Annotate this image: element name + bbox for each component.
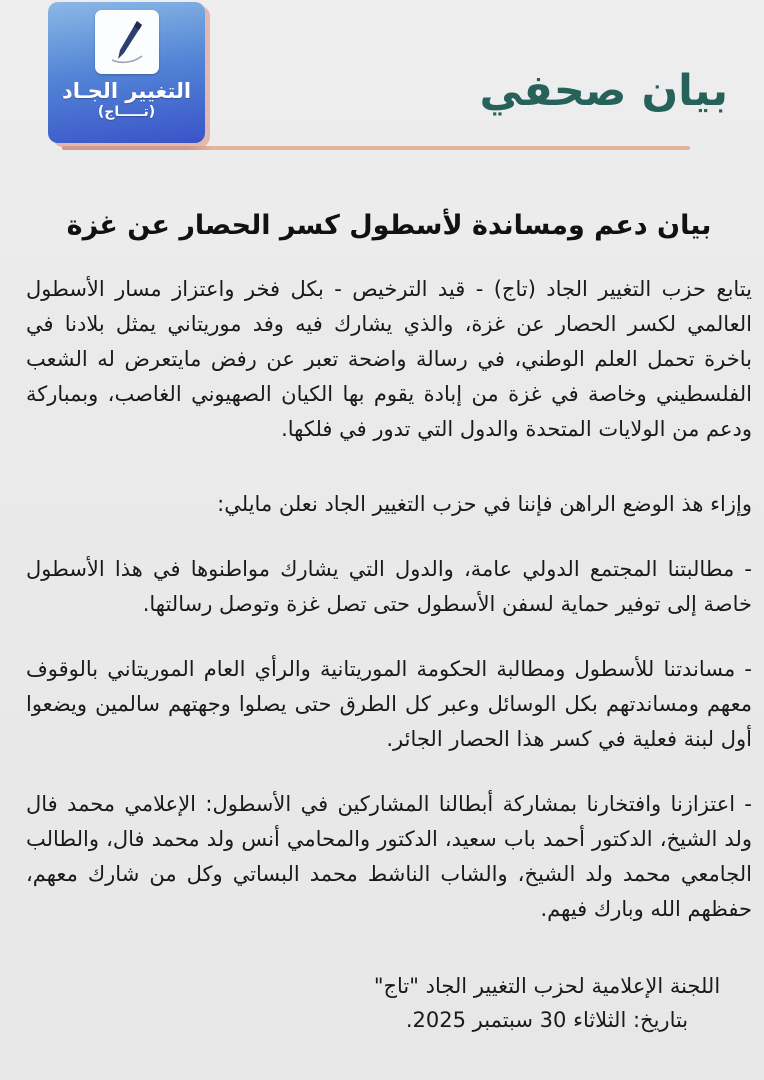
pen-logo-box [95, 10, 159, 74]
signature-committee: اللجنة الإعلامية لحزب التغيير الجاد "تاج" [373, 974, 721, 999]
pen-icon [103, 18, 151, 66]
signature-date: بتاريخ: الثلاثاء 30 سبتمبر 2025. [405, 1008, 689, 1033]
document-title: بيان دعم ومساندة لأسطول كسر الحصار عن غزة [66, 210, 712, 241]
party-acronym: (تـــــاج) [97, 104, 156, 121]
party-name: التغيير الجـاد [61, 79, 192, 103]
press-release-label: بيان صحفي [479, 66, 728, 116]
bullet-item-participants: - اعتزازنا وافتخارنا بمشاركة أبطالنا المشاركين في الأسطول: الإعلامي محمد فال ولد الشيخ، الدكتور أحمد باب سعيد، الدكتور والمحامي أنس ولد محمد فال، والطالب الجامعي محمد ولد الشيخ، والشاب الناشط محمد البساتي وكل من شارك معهم، حفظهم الله وبارك فيهم. [26, 792, 752, 922]
party-logo [48, 2, 205, 143]
document-body [0, 150, 764, 1037]
intro-paragraph: يتابع حزب التغيير الجاد (تاج) - قيد الترخيص - بكل فخر واعتزاز مسار الأسطول العالمي لكسر الحصار عن غزة، والذي يشارك فيه وفد موريتاني يمثل بلادنا في باخرة تحمل العلم الوطني، في رسالة واضحة تعبر عن رفض مايتعرض له الشعب الفلسطيني وخاصة في غزة من إبادة يقوم بها الكيان الصهيوني الغاصب، وبمباركة ودعم من الولايات المتحدة والدول التي تدور في فلكها. [26, 277, 752, 442]
situation-line: وإزاء هذ الوضع الراهن فإننا في حزب التغيير الجاد نعلن مايلي: [217, 492, 752, 517]
signature-block [332, 969, 762, 1037]
bullet-item-support: - مساندتنا للأسطول ومطالبة الحكومة الموريتانية والرأي العام الموريتاني بالوقوف معهم ومساندتهم بكل الوسائل وعبر كل الطرق حتى يصلوا وجهتهم سالمين ويضعوا أول لبنة فعلية في كسر هذا الحصار الجائر. [26, 657, 752, 752]
bullet-item-protection: - مطالبتنا المجتمع الدولي عامة، والدول التي يشارك مواطنوها في هذا الأسطول خاصة إلى توفير حماية لسفن الأسطول حتى تصل غزة وتوصل رسالتها. [26, 557, 752, 617]
